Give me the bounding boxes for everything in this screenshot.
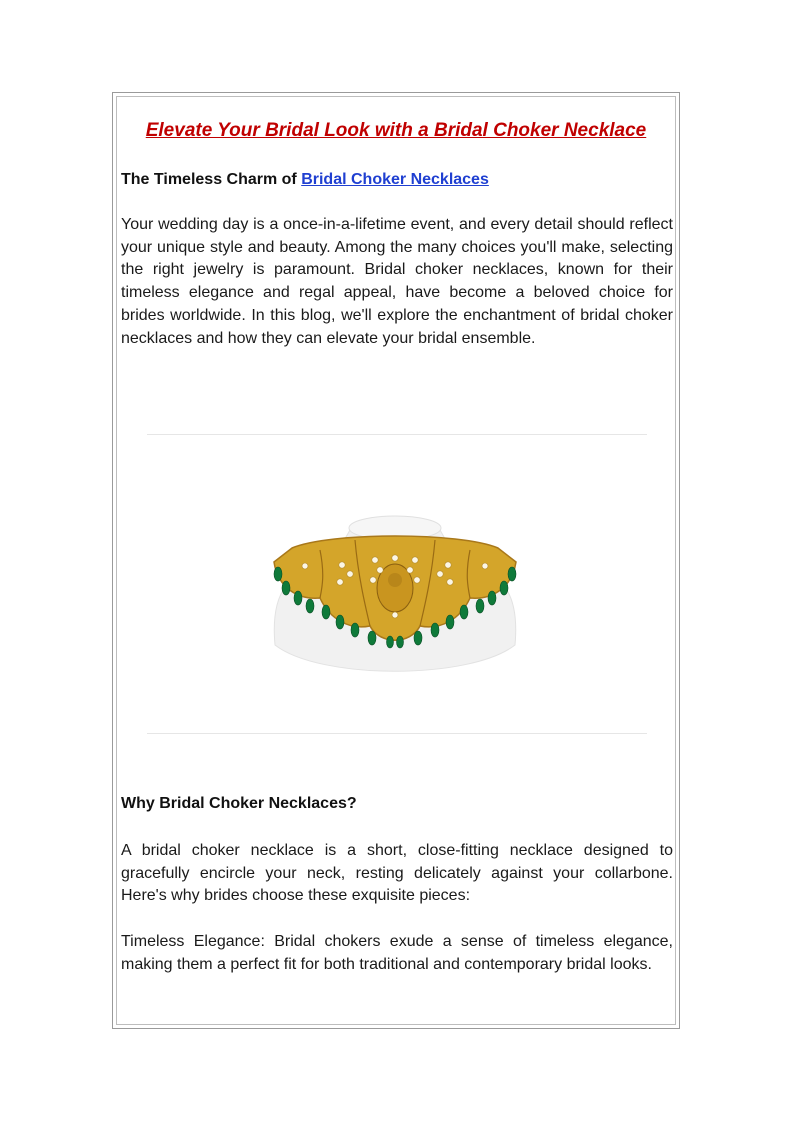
necklace-product-image: [230, 470, 560, 700]
heading-prefix: The Timeless Charm of: [121, 171, 302, 188]
why-paragraph: A bridal choker necklace is a short, close-fitting necklace designed to gracefully encircle your neck, resting delicately against your collarbone. Here's why brides choose these exquisite pieces:: [121, 842, 673, 905]
document-title: Elevate Your Bridal Look with a Bridal Choker Necklace: [145, 120, 647, 141]
section-heading-why: Why Bridal Choker Necklaces?: [121, 795, 357, 812]
bridal-choker-necklaces-link[interactable]: Bridal Choker Necklaces: [301, 171, 489, 188]
timeless-elegance-paragraph: Timeless Elegance: Bridal chokers exude a sense of timeless elegance, making them a perfect fit for both traditional and contemporary bridal looks.: [121, 933, 673, 973]
image-bottom-divider: [147, 733, 647, 734]
section-heading-timeless-charm: [121, 171, 489, 189]
intro-paragraph: Your wedding day is a once-in-a-lifetime event, and every detail should reflect your unique style and beauty. Among the many choices you'll make, selecting the right jewelry is paramount. Bridal choker necklaces, known for their timeless elegance and regal appeal, have become a beloved choice for brides worldwide. In this blog, we'll explore the enchantment of bridal choker necklaces and how they can elevate your bridal ensemble.: [121, 216, 673, 347]
image-top-divider: [147, 434, 647, 435]
